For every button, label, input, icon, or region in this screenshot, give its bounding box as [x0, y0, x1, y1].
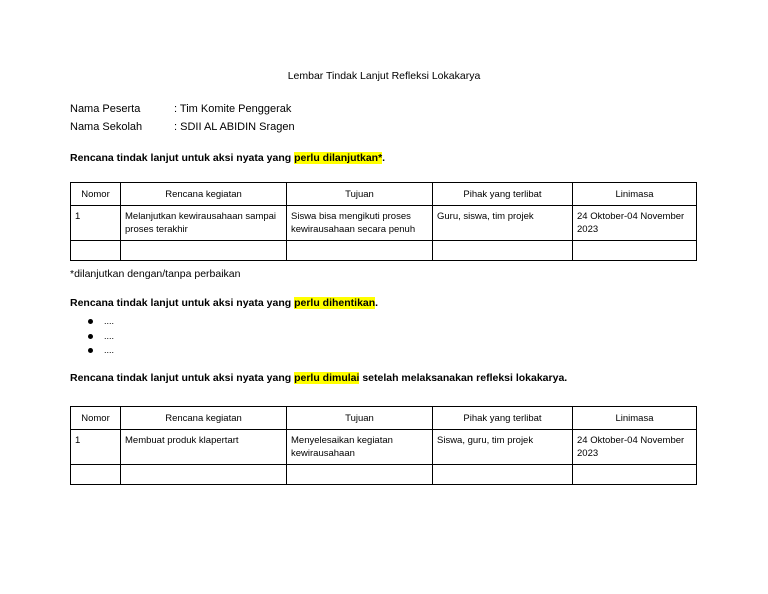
section-continue-heading — [70, 152, 385, 164]
school-value: : SDII AL ABIDIN Sragen — [174, 121, 295, 133]
table-start — [70, 406, 697, 485]
table-continue — [70, 182, 697, 261]
participant-value: : Tim Komite Penggerak — [174, 103, 292, 115]
table-row — [71, 206, 697, 241]
table-cell: 1 — [71, 206, 121, 241]
list-item: .... — [70, 343, 114, 358]
table-cell: Melanjutkan kewirausahaan sampai proses terakhir — [121, 206, 287, 241]
table-cell — [433, 465, 573, 485]
section-start-heading — [70, 372, 567, 384]
table-cell — [573, 241, 697, 261]
table-cell — [573, 465, 697, 485]
table-cell — [71, 241, 121, 261]
school-label: Nama Sekolah — [70, 121, 143, 133]
table-cell — [433, 241, 573, 261]
document-title: Lembar Tindak Lanjut Refleksi Lokakarya — [287, 70, 481, 82]
section-continue-prefix: Rencana tindak lanjut untuk aksi nyata yang — [70, 152, 295, 164]
section-stop-prefix: Rencana tindak lanjut untuk aksi nyata yang — [70, 297, 295, 309]
table-cell: Menyelesaikan kegiatan kewirausahaan — [287, 430, 433, 465]
table-header-row — [71, 183, 697, 206]
stop-list — [70, 314, 114, 358]
list-item: .... — [70, 314, 114, 329]
header-pihak: Pihak yang terlibat — [433, 407, 573, 430]
table-cell: Siswa, guru, tim projek — [433, 430, 573, 465]
section-stop-heading — [70, 297, 378, 309]
participant-label: Nama Peserta — [70, 103, 141, 115]
table-cell: 24 Oktober-04 November 2023 — [573, 206, 697, 241]
header-rencana: Rencana kegiatan — [121, 407, 287, 430]
header-rencana: Rencana kegiatan — [121, 183, 287, 206]
participant-row — [70, 103, 291, 115]
list-item: .... — [70, 329, 114, 344]
footnote: *dilanjutkan dengan/tanpa perbaikan — [70, 268, 241, 280]
header-linimasa: Linimasa — [573, 183, 697, 206]
header-linimasa: Linimasa — [573, 407, 697, 430]
section-stop-suffix: . — [375, 297, 379, 309]
table-cell — [287, 241, 433, 261]
table-row — [71, 241, 697, 261]
header-tujuan: Tujuan — [287, 183, 433, 206]
table-row — [71, 465, 697, 485]
table-header-row — [71, 407, 697, 430]
table-cell — [287, 465, 433, 485]
table-cell: Membuat produk klapertart — [121, 430, 287, 465]
section-start-prefix: Rencana tindak lanjut untuk aksi nyata yang — [70, 372, 295, 384]
table-cell: Siswa bisa mengikuti proses kewirausahaan secara penuh — [287, 206, 433, 241]
table-cell — [121, 241, 287, 261]
header-pihak: Pihak yang terlibat — [433, 183, 573, 206]
section-continue-highlight: perlu dilanjutkan* — [294, 152, 383, 164]
table-cell — [71, 465, 121, 485]
table-cell: Guru, siswa, tim projek — [433, 206, 573, 241]
section-continue-suffix: . — [382, 152, 386, 164]
section-stop-highlight: perlu dihentikan — [294, 297, 376, 309]
header-tujuan: Tujuan — [287, 407, 433, 430]
header-nomor: Nomor — [71, 407, 121, 430]
section-start-suffix: setelah melaksanakan refleksi lokakarya. — [359, 372, 568, 384]
table-cell — [121, 465, 287, 485]
header-nomor: Nomor — [71, 183, 121, 206]
table-cell: 1 — [71, 430, 121, 465]
school-row — [70, 121, 295, 133]
table-cell: 24 Oktober-04 November 2023 — [573, 430, 697, 465]
section-start-highlight: perlu dimulai — [294, 372, 360, 384]
table-row — [71, 430, 697, 465]
